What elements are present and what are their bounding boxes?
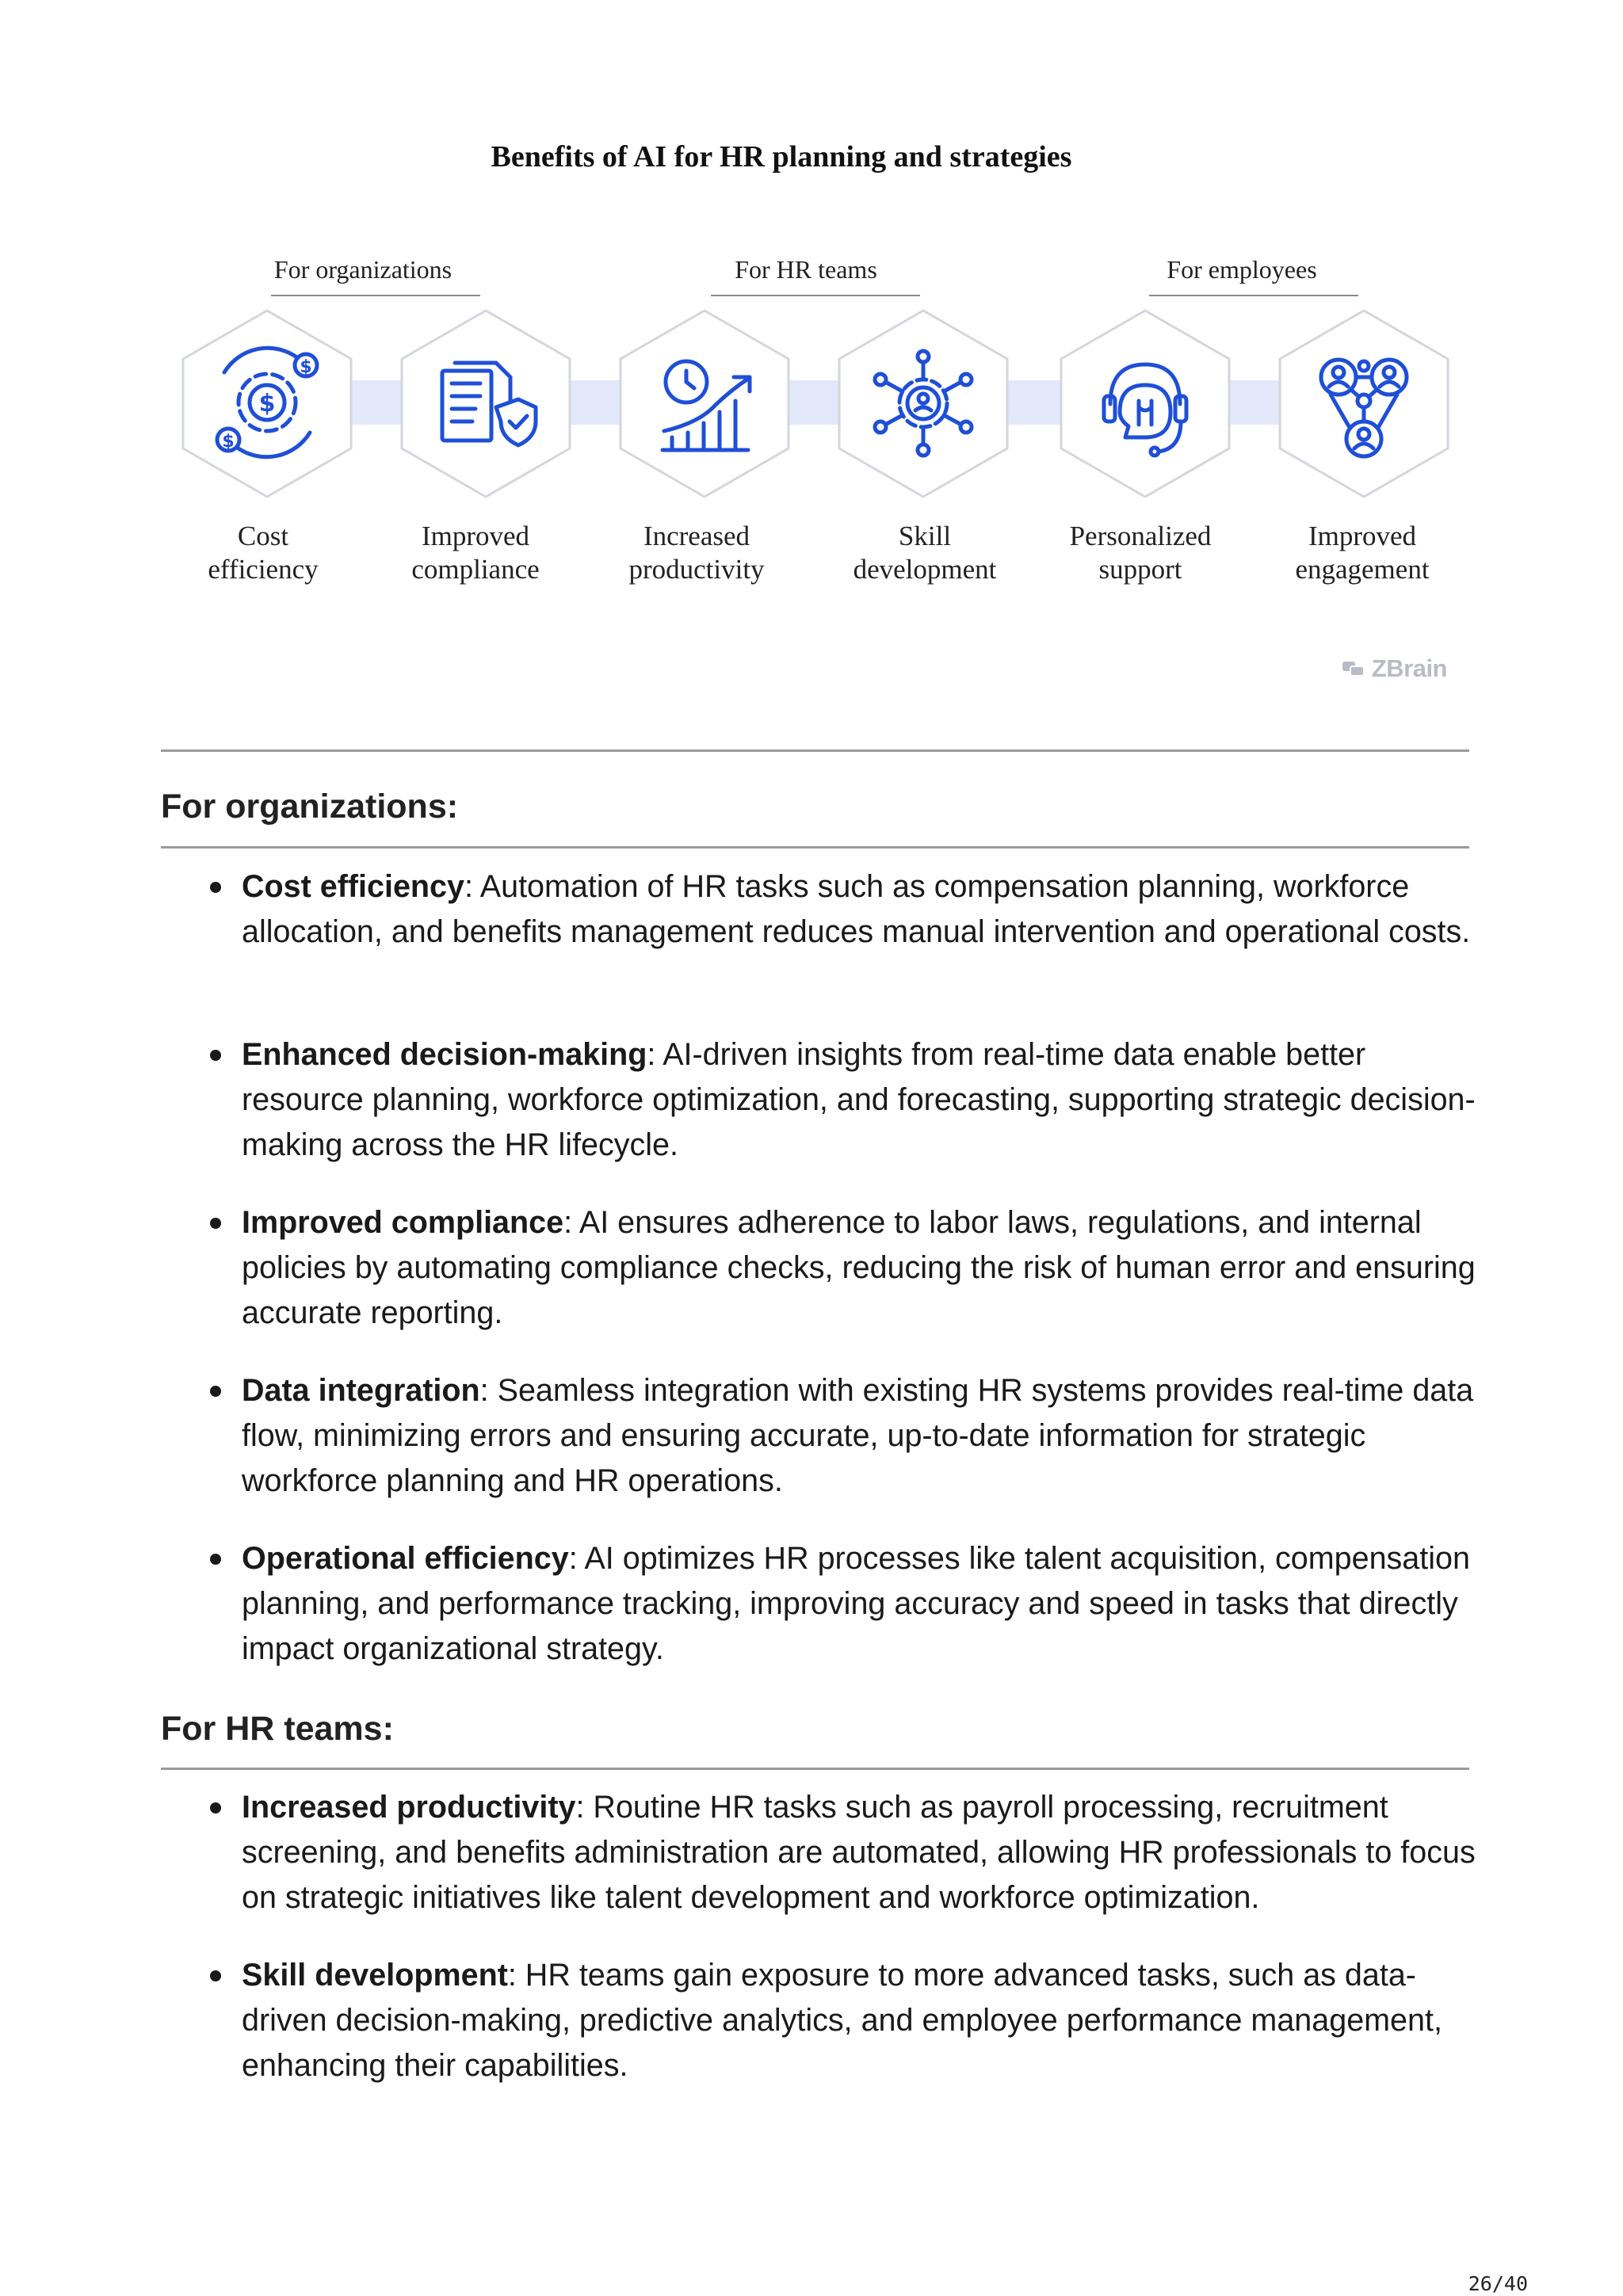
list-item — [242, 1785, 1486, 1920]
list-item — [242, 1032, 1486, 1168]
hexagon-diagram — [0, 301, 1623, 507]
bullet-term: Improved compliance — [242, 1205, 564, 1240]
bullet-term: Enhanced decision-making — [242, 1037, 647, 1072]
heading-underline — [161, 846, 1469, 849]
svg-text:$: $ — [222, 432, 235, 452]
bullet-term: Cost efficiency — [242, 869, 464, 904]
bullet-description: : HR teams gain exposure to more advanced tasks, such as data-driven decision-making, predictive analytics, and employee performance management, enhancing their capabilities. — [242, 1958, 1442, 2083]
bullet-term: Data integration — [242, 1373, 480, 1408]
bullet-dot-icon — [210, 1802, 221, 1814]
hexagon-label: Improved compliance — [411, 521, 540, 585]
bullet-description: : Routine HR tasks such as payroll processing, recruitment screening, and benefits administration are automated, allowing HR professionals to focus on strategic initiatives like talent development and workforce optimization. — [242, 1790, 1476, 1915]
bullet-description: : AI-driven insights from real-time data enable better resource planning, workforce optimization, and forecasting, supporting strategic decision-making across the HR lifecycle. — [242, 1037, 1476, 1162]
list-item — [242, 1536, 1486, 1672]
bullet-dot-icon — [210, 1050, 221, 1061]
hexagon-label: Cost efficiency — [208, 521, 319, 585]
bullet-term: Increased productivity — [242, 1790, 576, 1825]
bullet-term: Skill development — [242, 1958, 508, 1993]
bullet-description: : AI ensures adherence to labor laws, regulations, and internal policies by automating compliance checks, reducing the risk of human error and ensuring accurate reporting. — [242, 1205, 1476, 1330]
list-item — [242, 1200, 1486, 1336]
group-underline — [711, 295, 920, 296]
group-underline — [1149, 295, 1358, 296]
zbrain-wordmark: ZBrain — [1371, 654, 1447, 682]
bullet-description: : AI optimizes HR processes like talent acquisition, compensation planning, and performance tracking, improving accuracy and speed in tasks that directly impact organizational strategy. — [242, 1541, 1470, 1666]
section-heading-hr-teams: For HR teams: — [161, 1710, 394, 1748]
bullet-description: : Automation of HR tasks such as compensation planning, workforce allocation, and benefits management reduces manual intervention and operational costs. — [242, 869, 1471, 949]
hexagon-tile — [1061, 311, 1229, 497]
hexagon-label: Improved engagement — [1295, 521, 1430, 585]
zbrain-mark-icon — [1342, 659, 1365, 678]
group-label-employees: For employees — [1167, 255, 1317, 284]
hexagon-tile — [402, 311, 570, 497]
bullet-dot-icon — [210, 1218, 221, 1229]
heading-underline — [161, 1768, 1469, 1770]
benefits-figure — [0, 0, 1623, 713]
connector — [1005, 380, 1068, 425]
svg-text:$: $ — [258, 390, 276, 418]
list-item — [242, 1368, 1486, 1504]
hexagon-tile — [621, 311, 789, 497]
bullet-dot-icon — [210, 1970, 221, 1981]
connector — [1224, 380, 1287, 425]
hexagon-label: Skill development — [853, 521, 997, 585]
list-item — [242, 1953, 1486, 2088]
bullet-term: Operational efficiency — [242, 1541, 569, 1576]
zbrain-logo — [1342, 654, 1447, 683]
hexagon-label: Personalized support — [1069, 521, 1212, 585]
list-item — [242, 864, 1486, 955]
bullet-dot-icon — [210, 1554, 221, 1565]
section-heading-organizations: For organizations: — [161, 788, 459, 826]
hexagon-label: Increased productivity — [628, 521, 765, 585]
svg-text:$: $ — [300, 357, 312, 377]
bullet-dot-icon — [210, 882, 221, 893]
group-label-hr-teams: For HR teams — [735, 255, 877, 284]
bullet-dot-icon — [210, 1386, 221, 1397]
section-divider — [161, 749, 1469, 752]
group-label-organizations: For organizations — [273, 255, 453, 284]
group-underline — [271, 295, 480, 296]
bullet-description: : Seamless integration with existing HR systems provides real-time data flow, minimizing errors and ensuring accurate, up-to-date information for strategic workforce planning and HR operations. — [242, 1373, 1474, 1498]
figure-title: Benefits of AI for HR planning and strategies — [491, 140, 1072, 174]
page-number: 26/40 — [1468, 2272, 1528, 2295]
